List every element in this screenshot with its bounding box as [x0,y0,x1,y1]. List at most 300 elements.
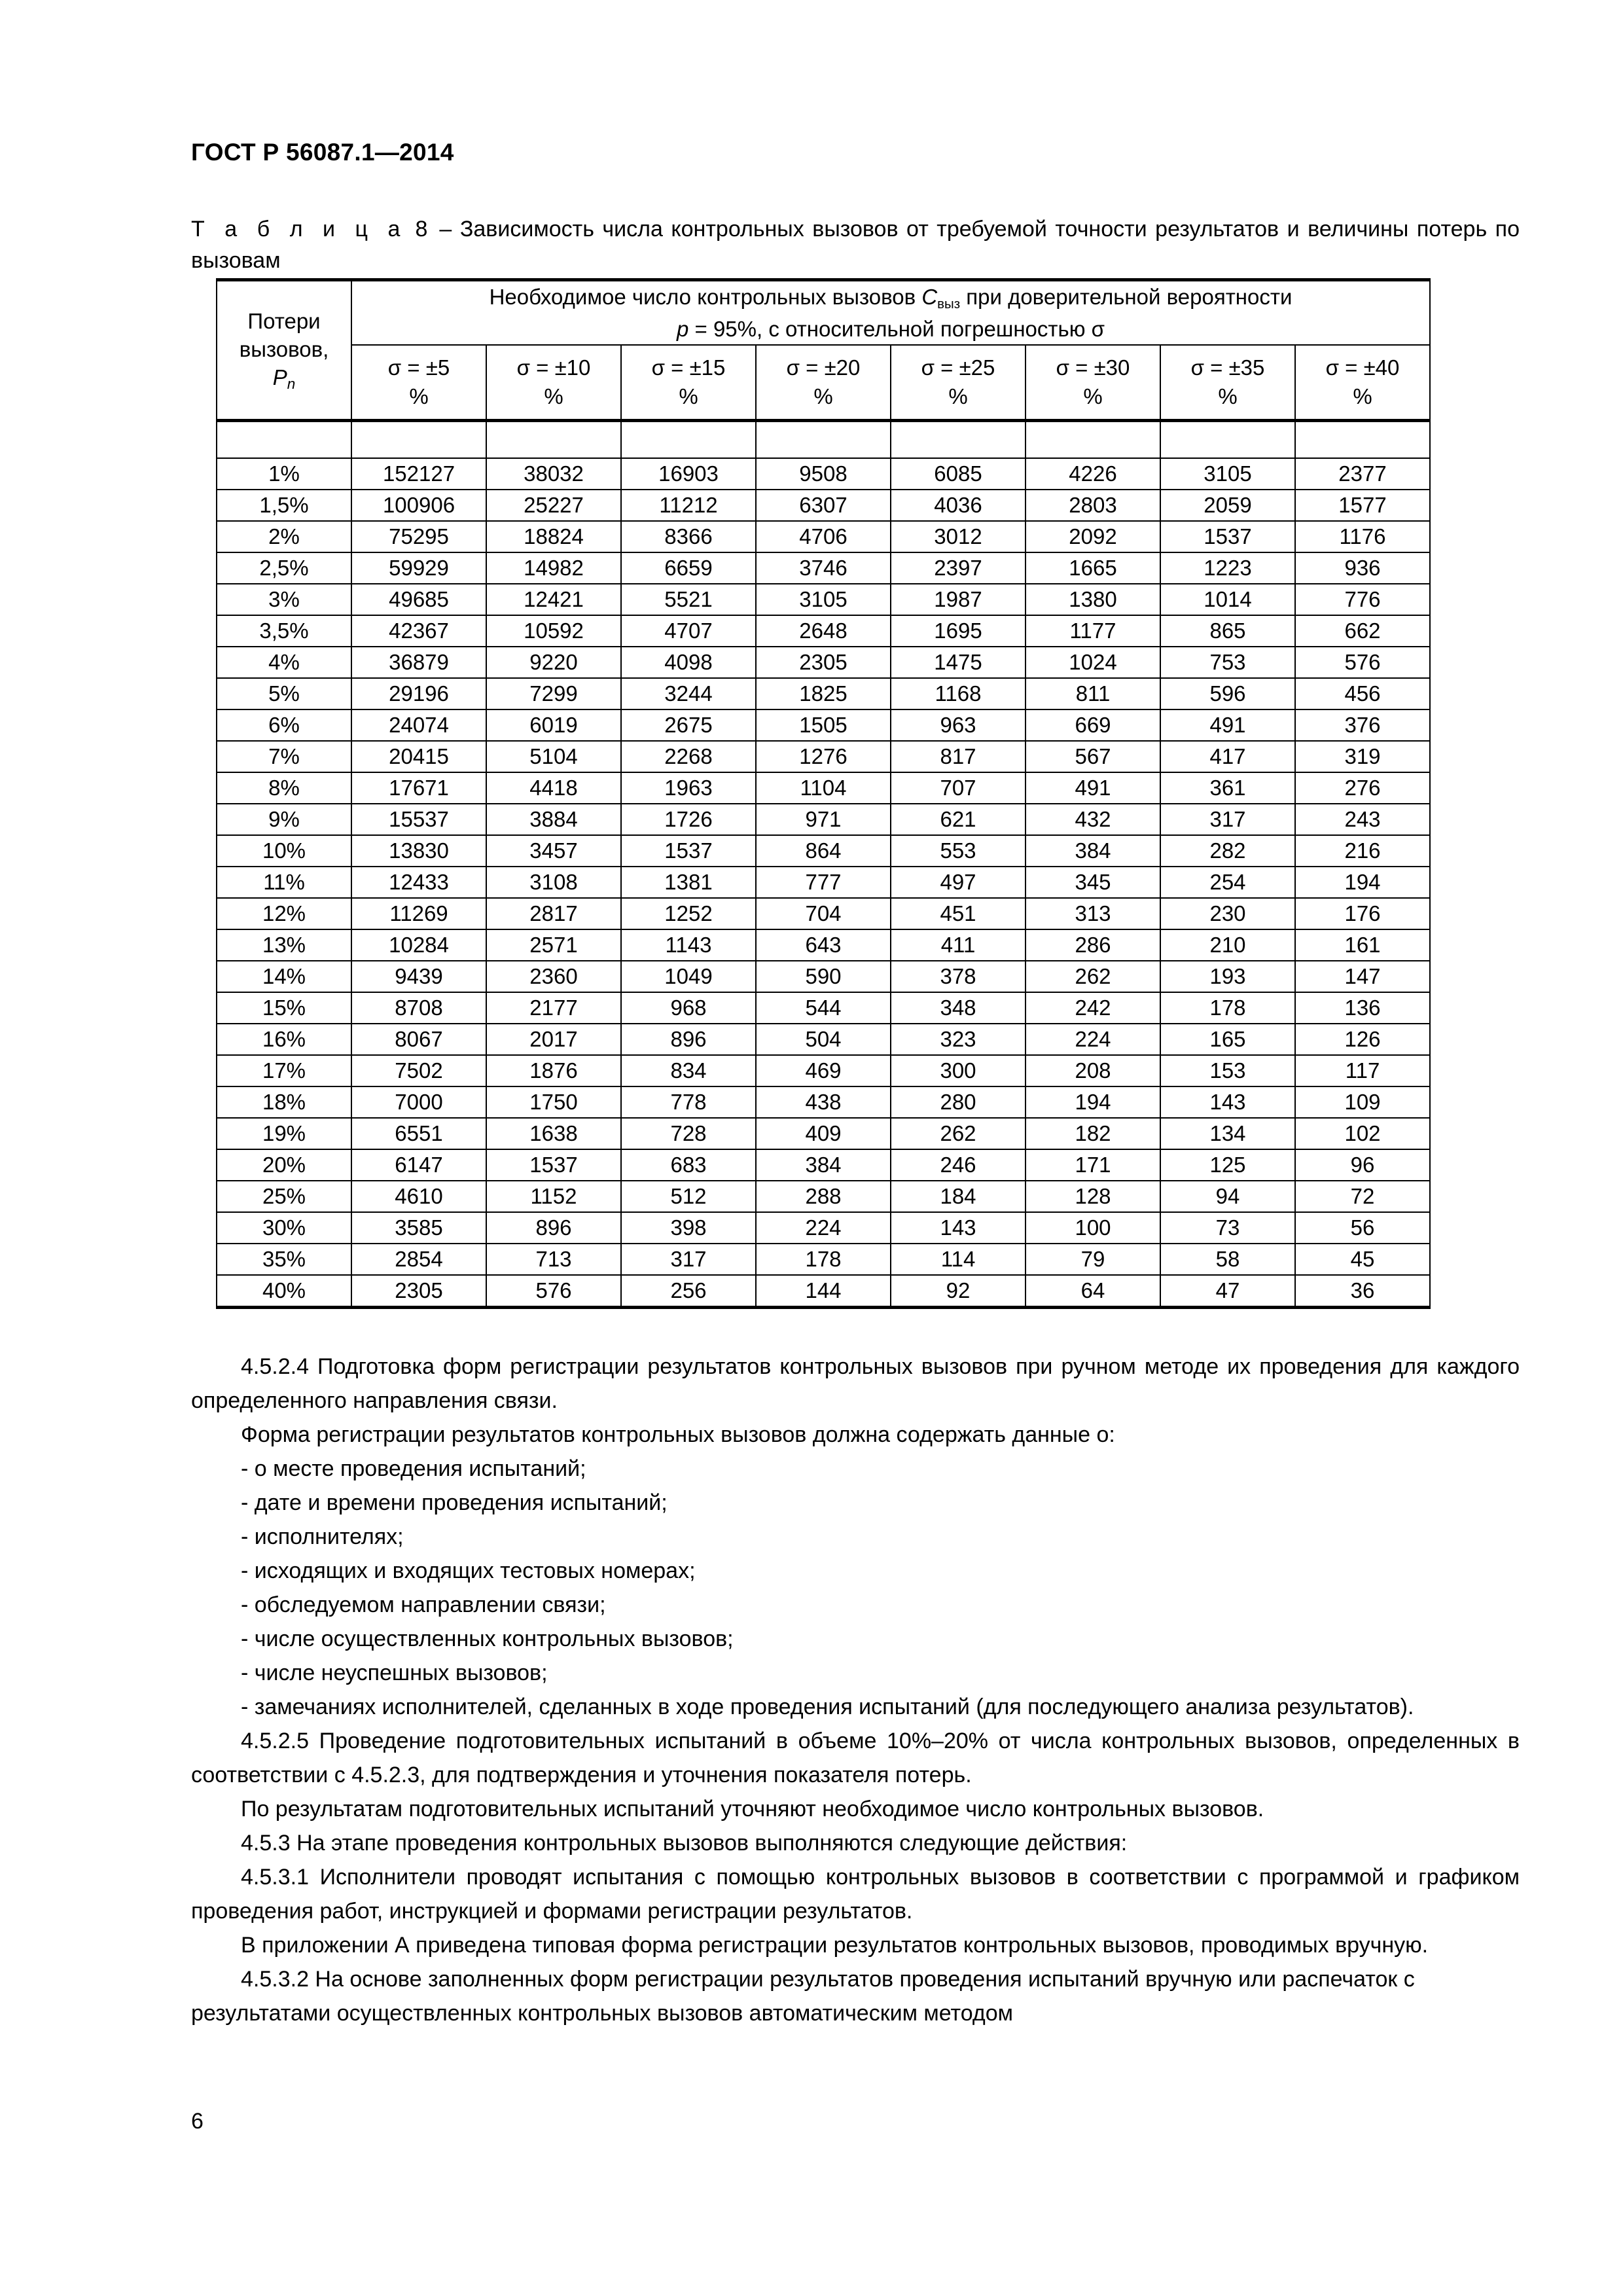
row-loss-label: 10% [217,835,351,867]
table-cell-value: 1176 [1295,521,1430,552]
table-cell-value: 64 [1026,1275,1160,1308]
row-loss-label: 35% [217,1244,351,1275]
table-cell-value: 1223 [1160,552,1295,584]
table-cell-value: 9508 [756,458,891,490]
row-loss-label: 30% [217,1212,351,1244]
table-cell-value: 2648 [756,615,891,647]
table-cell-value: 378 [891,961,1026,992]
table-cell-value: 300 [891,1055,1026,1086]
body-paragraph: По результатам подготовительных испытаний уточняют необходимое число контрольных вызовов. [241,1797,1264,1821]
table-cell-value: 182 [1026,1118,1160,1149]
table-cell-value: 11269 [351,898,486,929]
table-cell-value: 3105 [756,584,891,615]
column-header-sigma-40 [1295,345,1430,421]
table-cell-value: 42367 [351,615,486,647]
span-header-line-1 [352,283,1429,315]
table-cell-value: 144 [756,1275,891,1308]
table-cell-value: 9220 [486,647,621,678]
body-paragraph: - обследуемом направлении связи; [241,1592,606,1617]
caption-number: 8 [415,217,428,242]
sigma-label: σ = ±25 [921,355,995,380]
spacer-cell [621,421,756,459]
table-cell-value: 194 [1295,867,1430,898]
column-header-sigma-35 [1160,345,1295,421]
table-cell-value: 621 [891,804,1026,835]
table-cell-value: 128 [1026,1181,1160,1212]
table-cell-value: 286 [1026,929,1160,961]
table-cell-value: 896 [486,1212,621,1244]
column-header-sigma-15 [621,345,756,421]
table-cell-value: 193 [1160,961,1295,992]
sigma-label: σ = ±35 [1190,355,1265,380]
table-cell-value: 1152 [486,1181,621,1212]
table-cell-value: 9439 [351,961,486,992]
table-cell-value: 10592 [486,615,621,647]
table-row [217,1118,1430,1149]
spacer-cell [1026,421,1160,459]
table-row [217,1149,1430,1181]
table-cell-value: 3108 [486,867,621,898]
table-cell-value: 102 [1295,1118,1430,1149]
table-cell-value: 417 [1160,741,1295,772]
table-cell-value: 778 [621,1086,756,1118]
table-cell-value: 596 [1160,678,1295,709]
body-paragraph: 4.5.3.2 На основе заполненных форм регистрации результатов проведения испытаний вручную или распечаток с результатами осуществленных контрольных вызовов автоматическим методом [191,1967,1415,2026]
table-cell-value: 13830 [351,835,486,867]
table-cell-value: 398 [621,1212,756,1244]
table-cell-value: 6659 [621,552,756,584]
table-cell-value: 208 [1026,1055,1160,1086]
body-paragraph: - дате и времени проведения испытаний; [241,1490,668,1515]
row-loss-label: 6% [217,709,351,741]
table-row [217,647,1430,678]
table-row [217,1086,1430,1118]
table-spacer-row [217,421,1430,459]
table-cell-value: 317 [621,1244,756,1275]
table-cell-value: 817 [891,741,1026,772]
row-loss-label: 13% [217,929,351,961]
column-header-sigma-30 [1026,345,1160,421]
table-row [217,1212,1430,1244]
table-cell-value: 669 [1026,709,1160,741]
sigma-unit: % [813,384,833,408]
table-cell-value: 1380 [1026,584,1160,615]
body-paragraph: 4.5.3.1 Исполнители проводят испытания с помощью контрольных вызовов в соответствии с программой и графиком проведения работ, инструкцией и формами регистрации результатов. [191,1865,1520,1924]
row-loss-label: 1,5% [217,490,351,521]
table-cell-value: 553 [891,835,1026,867]
table-row [217,615,1430,647]
table-cell-value: 49685 [351,584,486,615]
column-header-sigma-10 [486,345,621,421]
table-cell-value: 544 [756,992,891,1024]
table-cell-value: 1475 [891,647,1026,678]
table-cell-value: 2803 [1026,490,1160,521]
row-header-symbol-base: P [272,365,287,389]
table-cell-value: 1963 [621,772,756,804]
table-cell-value: 256 [621,1275,756,1308]
table-cell-value: 1024 [1026,647,1160,678]
sigma-unit: % [679,384,698,408]
table-cell-value: 15537 [351,804,486,835]
table-cell-value: 4706 [756,521,891,552]
table-cell-value: 36 [1295,1275,1430,1308]
row-loss-label: 9% [217,804,351,835]
row-loss-label: 17% [217,1055,351,1086]
table-cell-value: 1014 [1160,584,1295,615]
row-header-symbol-sub: n [287,376,296,393]
table-cell-value: 469 [756,1055,891,1086]
table-cell-value: 3012 [891,521,1026,552]
table-cell-value: 2305 [351,1275,486,1308]
table-cell-value: 136 [1295,992,1430,1024]
table-cell-value: 1276 [756,741,891,772]
body-paragraph: 4.5.2.5 Проведение подготовительных испытаний в объеме 10%–20% от числа контрольных вызовов, определенных в соответствии с 4.5.2.3, для подтверждения и уточнения показателя потерь. [191,1729,1520,1787]
table-cell-value: 38032 [486,458,621,490]
table-cell-value: 73 [1160,1212,1295,1244]
table-cell-value: 323 [891,1024,1026,1055]
row-loss-label: 2,5% [217,552,351,584]
sigma-label: σ = ±15 [651,355,726,380]
body-paragraph: - числе неуспешных вызовов; [241,1660,548,1685]
table-cell-value: 1252 [621,898,756,929]
row-loss-label: 3% [217,584,351,615]
table-row [217,1055,1430,1086]
table-cell-value: 59929 [351,552,486,584]
span-header-part2: при доверительной вероятности [960,284,1293,309]
row-loss-label: 25% [217,1181,351,1212]
body-text-block [191,1350,1520,2030]
table-cell-value: 491 [1160,709,1295,741]
table-cell-value: 94 [1160,1181,1295,1212]
row-loss-label: 20% [217,1149,351,1181]
body-paragraph: 4.5.3 На этапе проведения контрольных вызовов выполняются следующие действия: [241,1831,1128,1856]
table-cell-value: 184 [891,1181,1026,1212]
table-cell-value: 704 [756,898,891,929]
table-row [217,1244,1430,1275]
table-cell-value: 1537 [1160,521,1295,552]
table-cell-value: 4226 [1026,458,1160,490]
table-cell-value: 707 [891,772,1026,804]
table-cell-value: 2092 [1026,521,1160,552]
table-cell-value: 14982 [486,552,621,584]
table-cell-value: 576 [486,1275,621,1308]
body-paragraph: 4.5.2.4 Подготовка форм регистрации результатов контрольных вызовов при ручном методе их проведения для каждого определенного направления связи. [191,1354,1520,1413]
table-cell-value: 114 [891,1244,1026,1275]
table-cell-value: 432 [1026,804,1160,835]
body-paragraph: - исполнителях; [241,1524,404,1549]
table-cell-value: 643 [756,929,891,961]
table-row [217,772,1430,804]
table-cell-value: 246 [891,1149,1026,1181]
table-cell-value: 152127 [351,458,486,490]
spacer-cell [486,421,621,459]
body-paragraph: - о месте проведения испытаний; [241,1456,586,1481]
table-cell-value: 58 [1160,1244,1295,1275]
table-cell-value: 713 [486,1244,621,1275]
table-cell-value: 2177 [486,992,621,1024]
table-cell-value: 56 [1295,1212,1430,1244]
table-cell-value: 512 [621,1181,756,1212]
table-body [217,421,1430,1308]
table-cell-value: 753 [1160,647,1295,678]
table-cell-value: 1177 [1026,615,1160,647]
table-cell-value: 3457 [486,835,621,867]
body-paragraph: В приложении А приведена типовая форма регистрации результатов контрольных вызовов, проводимых вручную. [241,1933,1429,1958]
table-cell-value: 456 [1295,678,1430,709]
table-cell-value: 864 [756,835,891,867]
span-header-line2-rest: = 95%, с относительной погрешностью σ [688,316,1105,341]
table-cell-value: 6085 [891,458,1026,490]
table-header-row-2 [217,345,1430,421]
table-cell-value: 1665 [1026,552,1160,584]
table-header-row-1 [217,280,1430,346]
body-paragraph: - замечаниях исполнителей, сделанных в ходе проведения испытаний (для последующего анализа результатов). [241,1695,1414,1719]
caption-text: Зависимость числа контрольных вызовов от требуемой точности результатов и величины потерь по вызовам [191,217,1520,273]
table-cell-value: 100 [1026,1212,1160,1244]
table-cell-value: 210 [1160,929,1295,961]
table-cell-value: 1750 [486,1086,621,1118]
column-header-sigma-20 [756,345,891,421]
span-header-cell [351,280,1430,346]
table-cell-value: 728 [621,1118,756,1149]
table-cell-value: 254 [1160,867,1295,898]
table-cell-value: 776 [1295,584,1430,615]
sigma-unit: % [948,384,968,408]
table-cell-value: 134 [1160,1118,1295,1149]
table-row [217,678,1430,709]
table-cell-value: 936 [1295,552,1430,584]
table-cell-value: 8366 [621,521,756,552]
body-paragraph: - исходящих и входящих тестовых номерах; [241,1558,696,1583]
table-cell-value: 1537 [621,835,756,867]
table-cell-value: 438 [756,1086,891,1118]
table-cell-value: 1695 [891,615,1026,647]
table-cell-value: 313 [1026,898,1160,929]
body-paragraph: Форма регистрации результатов контрольных вызовов должна содержать данные о: [241,1422,1115,1447]
table-cell-value: 6147 [351,1149,486,1181]
table-cell-value: 262 [891,1118,1026,1149]
table-row [217,741,1430,772]
table-row [217,961,1430,992]
table-cell-value: 497 [891,867,1026,898]
row-header-line-1: Потери [247,308,321,333]
table-cell-value: 3585 [351,1212,486,1244]
span-header-symbol-base: C [921,284,938,309]
table-cell-value: 590 [756,961,891,992]
column-header-sigma-5 [351,345,486,421]
table-cell-value: 8708 [351,992,486,1024]
table-row [217,835,1430,867]
table-cell-value: 171 [1026,1149,1160,1181]
table-cell-value: 1638 [486,1118,621,1149]
table-cell-value: 79 [1026,1244,1160,1275]
table-row [217,992,1430,1024]
row-loss-label: 7% [217,741,351,772]
span-header-line-2 [352,315,1429,344]
table-cell-value: 1381 [621,867,756,898]
table-cell-value: 1825 [756,678,891,709]
spacer-cell [756,421,891,459]
table-cell-value: 242 [1026,992,1160,1024]
row-loss-label: 5% [217,678,351,709]
sigma-label: σ = ±20 [786,355,861,380]
table-cell-value: 194 [1026,1086,1160,1118]
caption-dash: – [439,217,452,242]
body-paragraph: - числе осуществленных контрольных вызовов; [241,1626,734,1651]
table-cell-value: 3105 [1160,458,1295,490]
table-cell-value: 176 [1295,898,1430,929]
table-cell-value: 6551 [351,1118,486,1149]
sigma-unit: % [409,384,429,408]
table-cell-value: 165 [1160,1024,1295,1055]
table-cell-value: 683 [621,1149,756,1181]
table-cell-value: 224 [756,1212,891,1244]
table-cell-value: 811 [1026,678,1160,709]
row-header-line-2: вызовов, [239,336,329,361]
table-cell-value: 36879 [351,647,486,678]
table-cell-value: 1537 [486,1149,621,1181]
table-cell-value: 3746 [756,552,891,584]
table-cell-value: 224 [1026,1024,1160,1055]
sigma-label: σ = ±10 [516,355,591,380]
table-cell-value: 1143 [621,929,756,961]
table-cell-value: 3884 [486,804,621,835]
table-cell-value: 117 [1295,1055,1430,1086]
sigma-label: σ = ±5 [387,355,450,380]
table-cell-value: 125 [1160,1149,1295,1181]
row-loss-label: 14% [217,961,351,992]
table-head [217,280,1430,421]
standard-header: ГОСТ Р 56087.1—2014 [191,139,454,166]
table-cell-value: 968 [621,992,756,1024]
sigma-unit: % [1218,384,1238,408]
table-row [217,867,1430,898]
table-cell-value: 143 [1160,1086,1295,1118]
spacer-cell [1295,421,1430,459]
table-cell-value: 2397 [891,552,1026,584]
row-loss-label: 15% [217,992,351,1024]
sigma-label: σ = ±30 [1056,355,1130,380]
table-cell-value: 20415 [351,741,486,772]
table-cell-value: 109 [1295,1086,1430,1118]
spacer-cell [891,421,1026,459]
table-cell-value: 92 [891,1275,1026,1308]
table-cell-value: 178 [1160,992,1295,1024]
row-loss-label: 12% [217,898,351,929]
table-cell-value: 276 [1295,772,1430,804]
table-cell-value: 7000 [351,1086,486,1118]
table-cell-value: 2675 [621,709,756,741]
table-cell-value: 280 [891,1086,1026,1118]
table-cell-value: 1726 [621,804,756,835]
row-loss-label: 2% [217,521,351,552]
table-cell-value: 1876 [486,1055,621,1086]
table-cell-value: 5104 [486,741,621,772]
row-loss-label: 3,5% [217,615,351,647]
span-header-part1: Необходимое число контрольных вызовов [489,284,922,309]
table-cell-value: 262 [1026,961,1160,992]
table-cell-value: 4036 [891,490,1026,521]
table-cell-value: 2017 [486,1024,621,1055]
table-cell-value: 2268 [621,741,756,772]
table-cell-value: 4610 [351,1181,486,1212]
table-cell-value: 47 [1160,1275,1295,1308]
table-cell-value: 178 [756,1244,891,1275]
table-cell-value: 4707 [621,615,756,647]
table-cell-value: 11212 [621,490,756,521]
table-cell-value: 153 [1160,1055,1295,1086]
table-cell-value: 45 [1295,1244,1430,1275]
table-cell-value: 4098 [621,647,756,678]
table-row [217,1181,1430,1212]
table-cell-value: 361 [1160,772,1295,804]
table-cell-value: 161 [1295,929,1430,961]
sigma-unit: % [1083,384,1103,408]
table-cell-value: 100906 [351,490,486,521]
table-cell-value: 2059 [1160,490,1295,521]
table-cell-value: 25227 [486,490,621,521]
table-cell-value: 7502 [351,1055,486,1086]
table-cell-value: 1987 [891,584,1026,615]
row-header-cell [217,280,351,421]
spacer-cell [351,421,486,459]
column-header-sigma-25 [891,345,1026,421]
table-cell-value: 2817 [486,898,621,929]
table-cell-value: 5521 [621,584,756,615]
table-cell-value: 451 [891,898,1026,929]
table-cell-value: 1505 [756,709,891,741]
table-cell-value: 10284 [351,929,486,961]
sigma-label: σ = ±40 [1325,355,1400,380]
table-cell-value: 2571 [486,929,621,961]
table-cell-value: 3244 [621,678,756,709]
table-cell-value: 29196 [351,678,486,709]
table-cell-value: 971 [756,804,891,835]
span-header-p-symbol: p [676,316,689,341]
table-cell-value: 345 [1026,867,1160,898]
table-cell-value: 75295 [351,521,486,552]
table-cell-value: 96 [1295,1149,1430,1181]
table-cell-value: 777 [756,867,891,898]
table-cell-value: 865 [1160,615,1295,647]
table-cell-value: 411 [891,929,1026,961]
table-row [217,1275,1430,1308]
table-cell-value: 662 [1295,615,1430,647]
row-loss-label: 40% [217,1275,351,1308]
spacer-cell [1160,421,1295,459]
table-cell-value: 1104 [756,772,891,804]
spacer-cell [217,421,351,459]
table-row [217,804,1430,835]
row-loss-label: 16% [217,1024,351,1055]
table-cell-value: 2854 [351,1244,486,1275]
table-cell-value: 16903 [621,458,756,490]
row-loss-label: 8% [217,772,351,804]
table-row [217,584,1430,615]
table-cell-value: 2377 [1295,458,1430,490]
table-cell-value: 282 [1160,835,1295,867]
table-cell-value: 230 [1160,898,1295,929]
sigma-unit: % [544,384,563,408]
table-row [217,458,1430,490]
table-cell-value: 963 [891,709,1026,741]
table-cell-value: 834 [621,1055,756,1086]
span-header-symbol-sub: выз [937,296,961,312]
page-number: 6 [191,2109,204,2134]
row-header-symbol [217,363,351,394]
row-loss-label: 4% [217,647,351,678]
table-cell-value: 576 [1295,647,1430,678]
